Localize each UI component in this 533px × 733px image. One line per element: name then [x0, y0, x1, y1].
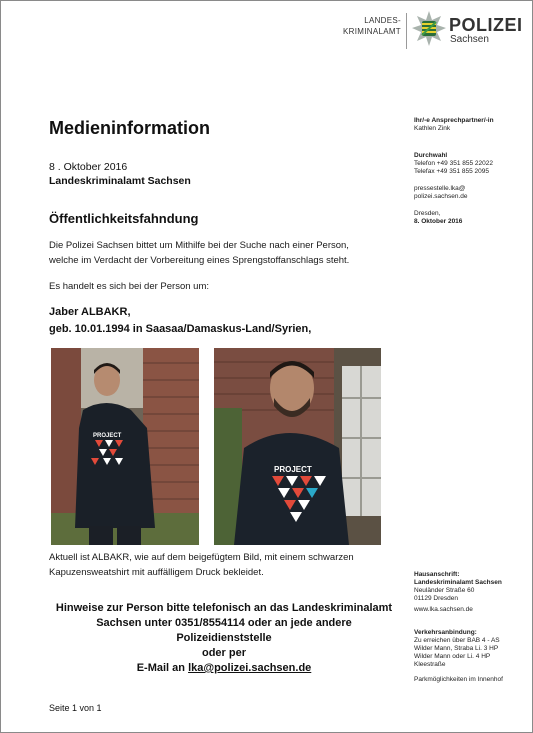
intro-line-2: welche im Verdacht der Vorbereitung eines Sprengstoffanschlags steht. [49, 255, 350, 266]
hint-line-4 [49, 661, 399, 676]
address-name: Landeskriminalamt Sachsen [414, 579, 502, 586]
contact-city: Dresden, [414, 210, 441, 217]
transport-line-1: Zu erreichen über BAB 4 - AS [414, 637, 500, 644]
lka-line-2: KRIMINALAMT [343, 27, 401, 36]
address-block [414, 571, 502, 603]
transport-line-3: Wilder Mann oder Li. 4 HP [414, 653, 491, 660]
clothing-line-2: Kapuzensweatshirt mit auffälligem Druck bekleidet. [49, 567, 264, 578]
hint-line-1: Hinweise zur Person bitte telefonisch an das Landeskriminalamt [55, 602, 393, 614]
sweatshirt-print-text: PROJECT [93, 433, 122, 439]
address-label: Hausanschrift: [414, 571, 460, 578]
hint-line-3: oder per [201, 647, 246, 659]
transport-line-2: Wilder Mann, Straba Li. 3 HP [414, 645, 499, 652]
person-intro: Es handelt es sich bei der Person um: [49, 281, 210, 292]
email-block [414, 185, 467, 201]
clothing-paragraph [49, 550, 399, 580]
transport-block [414, 629, 500, 669]
contact-email-line-2[interactable]: polizei.sachsen.de [414, 193, 468, 200]
brand-polizei: POLIZEI [449, 15, 523, 35]
address-city: 01129 Dresden [414, 595, 458, 602]
person-name: Jaber ALBAKR, [49, 306, 131, 318]
contact-label: Ihr/-e Ansprechpartner/-in [414, 117, 494, 124]
address-street: Neuländer Straße 60 [414, 587, 475, 594]
intro-paragraph [49, 238, 394, 268]
document-title: Medieninformation [49, 118, 210, 138]
contact-date: 8. Oktober 2016 [414, 218, 463, 225]
header-divider [406, 13, 407, 49]
transport-line-4: Kleestraße [414, 661, 446, 668]
lka-logo-text [341, 15, 401, 37]
website-line[interactable]: www.lka.sachsen.de [414, 606, 473, 613]
brand-sachsen: Sachsen [450, 34, 489, 45]
hint-mail-prefix: E-Mail an [136, 662, 189, 674]
police-star-icon [411, 11, 447, 51]
hint-email-link[interactable]: lka@polizei.sachsen.de [188, 662, 312, 674]
intro-line-1: Die Polizei Sachsen bittet um Mithilfe bei der Suche nach einer Person, [49, 240, 349, 251]
document-org: Landeskriminalamt Sachsen [49, 175, 191, 187]
lka-line-1: LANDES- [364, 16, 401, 25]
page-footer: Seite 1 von 1 [49, 703, 102, 713]
section-heading: Öffentlichkeitsfahndung [49, 211, 199, 226]
hint-line-2: Sachsen unter 0351/8554114 oder an jede andere Polizeidienststelle [96, 617, 352, 644]
contact-person: Kathlen Zink [414, 125, 451, 132]
suspect-photo-left [51, 348, 199, 545]
transport-label: Verkehrsanbindung: [414, 629, 477, 636]
contact-hint [49, 601, 399, 676]
document-date: 8 . Oktober 2016 [49, 161, 128, 173]
contact-telefax: Telefax +49 351 855 2095 [414, 168, 489, 175]
contact-email-line-1[interactable]: pressestelle.lka@ [414, 185, 466, 192]
contact-telefon: Telefon +49 351 855 22022 [414, 160, 493, 167]
durchwahl-label: Durchwahl [414, 152, 448, 159]
person-birth: geb. 10.01.1994 in Saasaa/Damaskus-Land/Syrien, [49, 323, 312, 335]
contact-block [414, 117, 494, 133]
sweatshirt-print-text-2: PROJECT [274, 465, 312, 474]
clothing-line-1: Aktuell ist ALBAKR, wie auf dem beigefügtem Bild, mit einem schwarzen [49, 552, 354, 563]
parking-line: Parkmöglichkeiten im Innenhof [414, 676, 503, 683]
place-date-block [414, 210, 462, 226]
durchwahl-block [414, 152, 493, 176]
suspect-photo-right [214, 348, 381, 545]
